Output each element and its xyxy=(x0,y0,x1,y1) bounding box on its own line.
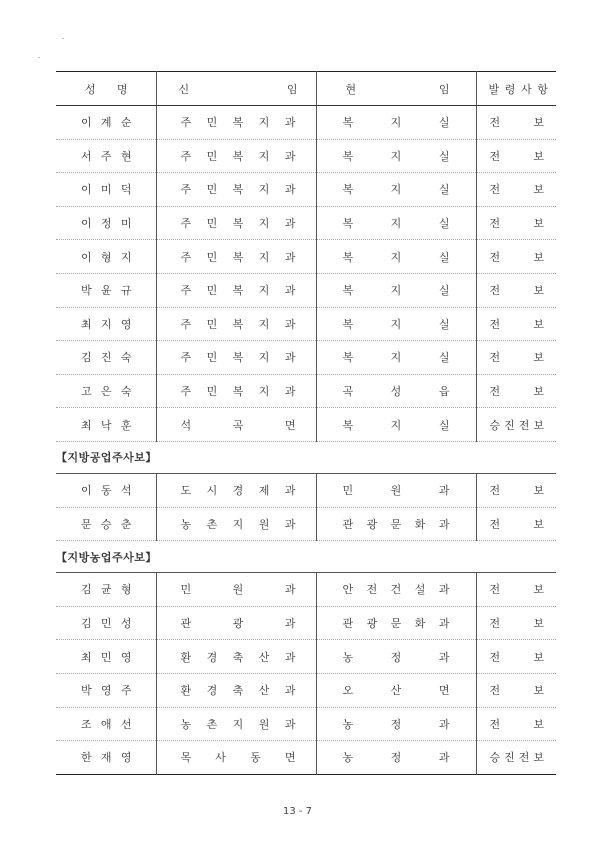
cell-text: 농 정 과 xyxy=(342,650,450,664)
new-post-cell xyxy=(156,106,316,140)
order-cell xyxy=(476,307,556,341)
table-row xyxy=(56,673,556,707)
cell-text: 관 광 과 xyxy=(180,617,296,631)
cell-text: 민 원 과 xyxy=(342,484,450,498)
cell-text: 농 정 과 xyxy=(342,717,450,731)
cell-text: 환 경 축 산 과 xyxy=(180,650,296,664)
new-post-cell xyxy=(156,240,316,274)
order-cell xyxy=(476,106,556,140)
cell-text: 신 임 xyxy=(178,82,298,96)
cell-text: 석 곡 면 xyxy=(180,418,296,432)
order-cell xyxy=(476,408,556,442)
order-cell xyxy=(476,206,556,240)
current-post-cell xyxy=(316,640,476,674)
table-row xyxy=(56,707,556,741)
table-row xyxy=(56,408,556,442)
cell-text: 전 보 xyxy=(489,484,544,498)
name-cell xyxy=(56,408,156,442)
cell-text: 민 원 과 xyxy=(180,583,296,597)
cell-text: 한 재 영 xyxy=(81,751,132,765)
cell-text: 현 임 xyxy=(345,82,450,96)
name-cell xyxy=(56,106,156,140)
cell-text: 전 보 xyxy=(489,149,544,163)
name-cell xyxy=(56,307,156,341)
order-cell xyxy=(476,240,556,274)
cell-text: 주 민 복 지 과 xyxy=(180,317,296,331)
cell-text: 복 지 실 xyxy=(342,116,450,130)
cell-text: 곡 성 읍 xyxy=(342,385,450,399)
cell-text: 전 보 xyxy=(489,517,544,531)
cell-text: 오 산 면 xyxy=(342,684,450,698)
current-post-cell xyxy=(316,273,476,307)
current-post-cell xyxy=(316,307,476,341)
cell-text: 최 민 영 xyxy=(81,650,132,664)
cell-text: 전 보 xyxy=(489,183,544,197)
order-cell xyxy=(476,640,556,674)
cell-text: 전 보 xyxy=(489,317,544,331)
order-cell xyxy=(476,341,556,375)
header-row xyxy=(56,72,556,106)
name-cell xyxy=(56,173,156,207)
cell-text: 전 보 xyxy=(489,650,544,664)
name-cell xyxy=(56,640,156,674)
cell-text: 안 전 건 설 과 xyxy=(342,583,450,597)
table-row xyxy=(56,640,556,674)
new-post-cell xyxy=(156,273,316,307)
cell-text: 전 보 xyxy=(489,217,544,231)
cell-text: 김 균 형 xyxy=(81,583,132,597)
order-cell xyxy=(476,273,556,307)
cell-text: 승 진 전 보 xyxy=(489,751,544,765)
section-title: 【지방농업주사보】 xyxy=(56,541,556,573)
name-cell xyxy=(56,374,156,408)
cell-text: 조 애 선 xyxy=(81,717,132,731)
order-cell xyxy=(476,606,556,640)
table-row xyxy=(56,507,556,541)
name-cell xyxy=(56,606,156,640)
table-row xyxy=(56,139,556,173)
new-post-cell xyxy=(156,673,316,707)
cell-text: 이 계 순 xyxy=(81,116,132,130)
cell-text: 주 민 복 지 과 xyxy=(180,183,296,197)
new-post-cell xyxy=(156,707,316,741)
new-post-cell xyxy=(156,507,316,541)
cell-text: 복 지 실 xyxy=(342,183,450,197)
cell-text: 주 민 복 지 과 xyxy=(180,149,296,163)
new-post-cell xyxy=(156,139,316,173)
cell-text: 농 촌 지 원 과 xyxy=(180,517,296,531)
current-post-cell xyxy=(316,673,476,707)
order-cell xyxy=(476,139,556,173)
current-post-cell xyxy=(316,473,476,507)
cell-text: 전 보 xyxy=(489,116,544,130)
order-cell xyxy=(476,573,556,607)
cell-text: 김 진 숙 xyxy=(81,351,132,365)
cell-text: 복 지 실 xyxy=(342,250,450,264)
cell-text: 전 보 xyxy=(489,617,544,631)
cell-text: 승 진 전 보 xyxy=(489,418,544,432)
table-row xyxy=(56,473,556,507)
cell-text: 도 시 경 제 과 xyxy=(180,484,296,498)
name-cell xyxy=(56,507,156,541)
table-row xyxy=(56,273,556,307)
table-row xyxy=(56,307,556,341)
section-header-row xyxy=(56,441,556,473)
table-row xyxy=(56,741,556,775)
cell-text: 전 보 xyxy=(489,385,544,399)
table-row xyxy=(56,606,556,640)
cell-text: 환 경 축 산 과 xyxy=(180,684,296,698)
cell-text: 김 민 성 xyxy=(81,617,132,631)
cell-text: 전 보 xyxy=(489,351,544,365)
table-row xyxy=(56,240,556,274)
name-cell xyxy=(56,741,156,775)
new-post-cell xyxy=(156,573,316,607)
cell-text: 복 지 실 xyxy=(342,317,450,331)
current-post-cell xyxy=(316,341,476,375)
cell-text: 복 지 실 xyxy=(342,149,450,163)
cell-text: 박 윤 규 xyxy=(81,284,132,298)
name-cell xyxy=(56,673,156,707)
new-post-cell xyxy=(156,374,316,408)
new-post-cell xyxy=(156,606,316,640)
cell-text: 주 민 복 지 과 xyxy=(180,351,296,365)
name-cell xyxy=(56,573,156,607)
current-post-cell xyxy=(316,707,476,741)
cell-text: 이 미 덕 xyxy=(81,183,132,197)
cell-text: 목 사 동 면 xyxy=(180,751,296,765)
cell-text: 주 민 복 지 과 xyxy=(180,116,296,130)
new-post-cell xyxy=(156,640,316,674)
order-cell xyxy=(476,507,556,541)
cell-text: 주 민 복 지 과 xyxy=(180,284,296,298)
current-post-cell xyxy=(316,408,476,442)
cell-text: 복 지 실 xyxy=(342,351,450,365)
page-number: 13 - 7 xyxy=(282,806,313,817)
new-post-cell xyxy=(156,206,316,240)
table-row xyxy=(56,206,556,240)
scan-speck xyxy=(38,57,40,58)
current-post-cell xyxy=(316,573,476,607)
order-cell xyxy=(476,741,556,775)
table-row xyxy=(56,573,556,607)
current-post-cell xyxy=(316,374,476,408)
cell-text: 서 주 현 xyxy=(81,149,132,163)
name-cell xyxy=(56,341,156,375)
cell-text: 최 지 영 xyxy=(81,317,132,331)
new-post-cell xyxy=(156,473,316,507)
order-cell xyxy=(476,374,556,408)
current-post-cell xyxy=(316,139,476,173)
current-post-cell xyxy=(316,741,476,775)
cell-text: 발 령 사 항 xyxy=(488,82,548,96)
name-cell xyxy=(56,473,156,507)
cell-text: 주 민 복 지 과 xyxy=(180,217,296,231)
name-cell xyxy=(56,139,156,173)
table-row xyxy=(56,173,556,207)
current-post-cell xyxy=(316,240,476,274)
name-cell xyxy=(56,273,156,307)
new-post-cell xyxy=(156,173,316,207)
cell-text: 전 보 xyxy=(489,250,544,264)
cell-text: 전 보 xyxy=(489,284,544,298)
cell-text: 문 승 춘 xyxy=(81,517,132,531)
cell-text: 이 정 미 xyxy=(81,217,132,231)
current-post-cell xyxy=(316,206,476,240)
new-post-cell xyxy=(156,307,316,341)
current-post-cell xyxy=(316,507,476,541)
cell-text: 복 지 실 xyxy=(342,418,450,432)
name-cell xyxy=(56,72,156,106)
table-row xyxy=(56,106,556,140)
name-cell xyxy=(56,240,156,274)
cell-text: 관 광 문 화 과 xyxy=(342,617,450,631)
order-cell xyxy=(476,72,556,106)
name-cell xyxy=(56,206,156,240)
cell-text: 전 보 xyxy=(489,684,544,698)
cell-text: 이 동 석 xyxy=(81,484,132,498)
cell-text: 주 민 복 지 과 xyxy=(180,250,296,264)
cell-text: 최 낙 훈 xyxy=(81,418,132,432)
cell-text: 성 명 xyxy=(85,82,128,96)
order-cell xyxy=(476,673,556,707)
cell-text: 전 보 xyxy=(489,717,544,731)
scan-speck xyxy=(62,38,64,39)
order-cell xyxy=(476,173,556,207)
cell-text: 관 광 문 화 과 xyxy=(342,517,450,531)
new-post-cell xyxy=(156,341,316,375)
cell-text: 이 형 지 xyxy=(81,250,132,264)
table-row xyxy=(56,374,556,408)
order-cell xyxy=(476,707,556,741)
personnel-table xyxy=(56,71,556,775)
name-cell xyxy=(56,707,156,741)
current-post-cell xyxy=(316,173,476,207)
order-cell xyxy=(476,473,556,507)
cell-text: 농 촌 지 원 과 xyxy=(180,717,296,731)
new-post-cell xyxy=(156,741,316,775)
section-header-row xyxy=(56,541,556,573)
table-row xyxy=(56,341,556,375)
cell-text: 전 보 xyxy=(489,583,544,597)
cell-text: 복 지 실 xyxy=(342,284,450,298)
current-post-cell xyxy=(316,106,476,140)
current-post-cell xyxy=(316,606,476,640)
new-post-cell xyxy=(156,72,316,106)
cell-text: 박 영 주 xyxy=(81,684,132,698)
cell-text: 주 민 복 지 과 xyxy=(180,385,296,399)
section-title: 【지방공업주사보】 xyxy=(56,441,556,473)
cell-text: 복 지 실 xyxy=(342,217,450,231)
current-post-cell xyxy=(316,72,476,106)
cell-text: 고 은 숙 xyxy=(81,385,132,399)
new-post-cell xyxy=(156,408,316,442)
cell-text: 농 정 과 xyxy=(342,751,450,765)
